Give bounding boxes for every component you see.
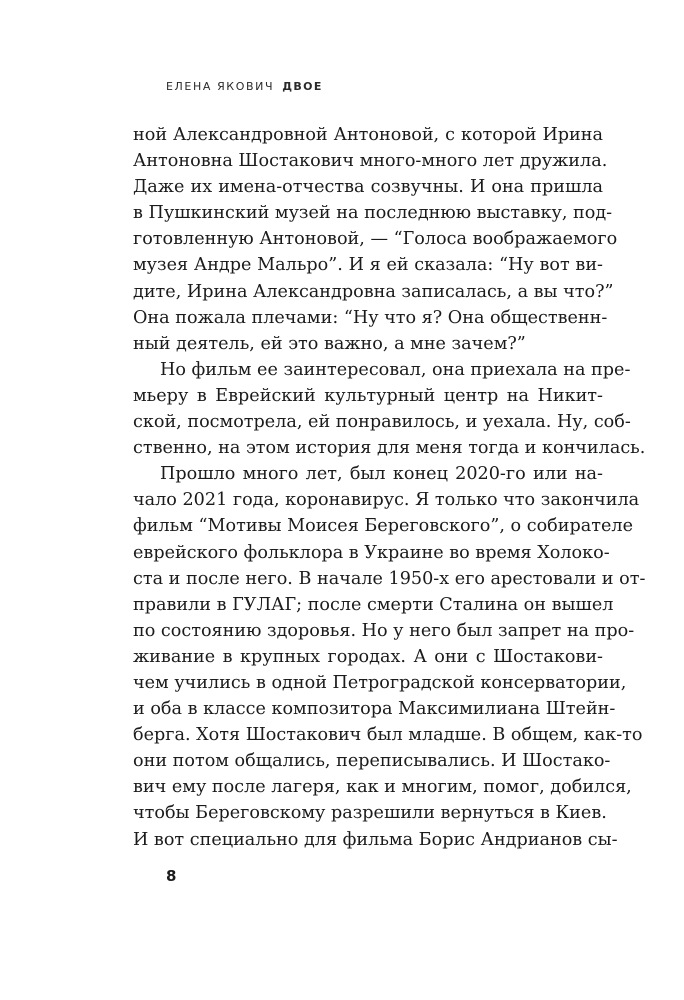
text-line: музея Андре Мальро”. И я ей сказала: “Ну вот ви- [133, 255, 603, 276]
running-header [166, 80, 323, 93]
text-line: И вот специально для фильма Борис Андрианов сы- [133, 829, 618, 850]
text-line: ной Александровной Антоновой, с которой Ирина [133, 125, 603, 145]
text-line: ской, посмотрела, ей понравилось, и уехала. Ну, соб- [133, 412, 631, 433]
text-line: дите, Ирина Александровна записалась, а вы что?” [133, 281, 614, 302]
body-text [133, 122, 646, 853]
text-line: ста и после него. В начале 1950-х его арестовали и от- [133, 568, 646, 589]
text-line: Но фильм ее заинтересовал, она приехала на пре- [160, 359, 631, 380]
page-number: 8 [166, 867, 177, 885]
header-author: ЕЛЕНА ЯКОВИЧ [166, 80, 275, 93]
text-line: чтобы Береговскому разрешили вернуться в Киев. [133, 803, 607, 824]
text-line: вич ему после лагеря, как и многим, помог, добился, [133, 777, 632, 798]
text-line: правили в ГУЛАГ; после смерти Сталина он вышел [133, 594, 614, 615]
text-line: в Пушкинский музей на последнюю выставку, под- [133, 203, 613, 224]
text-line: готовленную Антоновой, — “Голоса воображаемого [133, 229, 618, 250]
text-line: Даже их имена-отчества созвучны. И она пришла [133, 177, 603, 198]
text-line: и оба в классе композитора Максимилиана Штейн- [133, 699, 616, 720]
text-line: чало 2021 года, коронавирус. Я только что закончила [133, 490, 640, 511]
text-line: чем учились в одной Петроградской консерватории, [133, 672, 627, 693]
text-line: берга. Хотя Шостакович был младше. В общем, как-то [133, 725, 643, 746]
text-line: ный деятель, ей это важно, а мне зачем?” [133, 333, 526, 354]
text-line: Антоновна Шостакович много-много лет дружила. [133, 151, 608, 172]
text-line: еврейского фольклора в Украине во время Холоко- [133, 542, 610, 563]
text-line: по состоянию здоровья. Но у него был запрет на про- [133, 620, 635, 641]
text-line: Она пожала плечами: “Ну что я? Она общественн- [133, 307, 608, 328]
text-line: ственно, на этом история для меня тогда и кончилась. [133, 438, 646, 459]
text-line: фильм “Мотивы Моисея Береговского”, о собирателе [133, 516, 633, 537]
text-line: мьеру в Еврейский культурный центр на Никит- [133, 385, 603, 406]
header-book-title: ДВОЕ [282, 80, 323, 93]
text-line: Прошло много лет, был конец 2020-го или на- [160, 464, 603, 485]
text-line: они потом общались, переписывались. И Шостако- [133, 751, 611, 772]
text-line: живание в крупных городах. А они с Шостакови- [133, 646, 603, 667]
